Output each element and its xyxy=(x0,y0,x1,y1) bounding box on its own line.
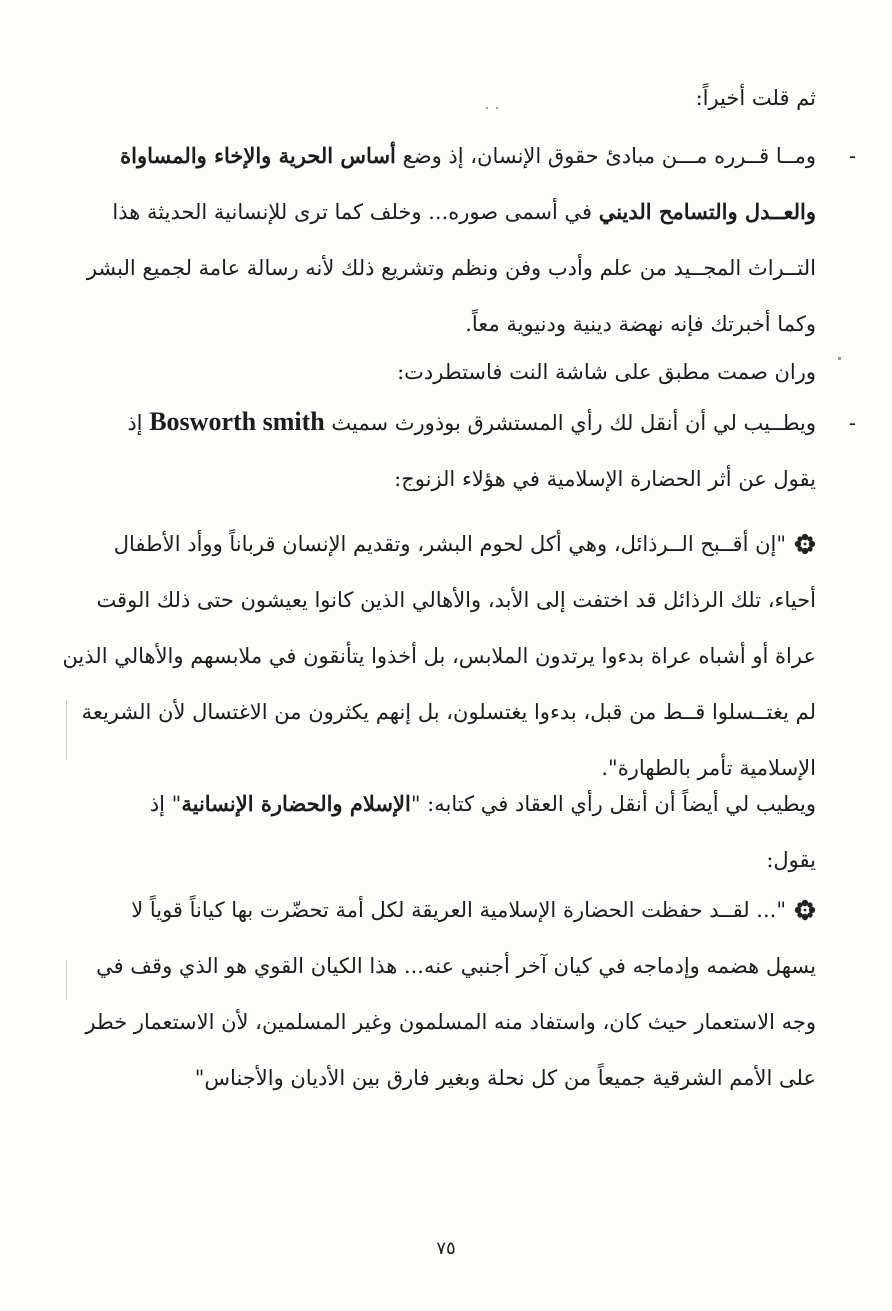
aqqad-line-1: ويطيب لي أيضاً أن أنقل رأي العقاد في كتابه: "الإسلام والحضارة الإنسانية" إذ xyxy=(149,791,816,816)
quote1-line-1: "إن أقــبح الــرذائل، وهي أكل لحوم البشر، وتقديم الإنسان قرباناً ووأد الأطفال xyxy=(116,516,816,572)
bosworth-paragraph xyxy=(116,394,856,507)
silence-paragraph xyxy=(116,344,816,400)
scan-speck xyxy=(496,107,498,109)
book-title: الإسلام والحضارة الإنسانية xyxy=(181,791,411,816)
quote1-line-5: الإسلامية تأمر بالطهارة". xyxy=(601,756,816,780)
aqqad-quote xyxy=(85,882,816,1106)
bosworth-line-1: -ويطــيب لي أن أنقل لك رأي المستشرق بوذورث سميث Bosworth smith إذ xyxy=(116,394,816,451)
scan-mark xyxy=(66,700,67,760)
quote2-line-4: على الأمم الشرقية جميعاً من كل نحلة وبغير فارق بين الأديان والأجناس" xyxy=(194,1066,816,1090)
bosworth-quote xyxy=(62,516,816,796)
bullet-dash: - xyxy=(848,411,856,435)
rights-line-2: والعــدل والتسامح الديني في أسمى صوره... وخلف كما ترى للإنسانية الحديثة هذا xyxy=(112,199,816,224)
rights-line-3: التــراث المجــيد من علم وأدب وفن ونظم وتشريع ذلك لأنه رسالة عامة لجميع البشر xyxy=(86,256,816,280)
quote2-line-2: يسهل هضمه وإدماجه في كيان آخر أجنبي عنه... هذا الكيان القوي هو الذي وقف في xyxy=(96,954,816,978)
aqqad-paragraph xyxy=(116,776,816,888)
quote1-line-3: عراة أو أشباه عراة بدءوا يرتدون الملابس، بل أخذوا يتأنقون في ملابسهم والأهالي الذين xyxy=(62,644,816,668)
bosworth-name: Bosworth smith xyxy=(149,407,325,436)
scan-speck xyxy=(838,357,841,360)
flower-ornament-icon xyxy=(794,899,816,921)
rights-line-4: وكما أخبرتك فإنه نهضة دينية ودنيوية معاً. xyxy=(465,312,816,336)
intro-line: ثم قلت أخيراً: xyxy=(695,86,816,110)
flower-ornament-icon xyxy=(794,533,816,555)
quote2-line-3: وجه الاستعمار حيث كان، واستفاد منه المسلمون وغير المسلمين، لأن الاستعمار خطر xyxy=(85,1010,816,1034)
silence-line: وران صمت مطبق على شاشة النت فاستطردت: xyxy=(397,360,816,384)
quote1-line-2: أحياء، تلك الرذائل قد اختفت إلى الأبد، والأهالي الذين كانوا يعيشون حتى ذلك الوقت xyxy=(96,588,816,612)
bosworth-line-2: يقول عن أثر الحضارة الإسلامية في هؤلاء الزنوج: xyxy=(394,467,816,491)
scan-mark xyxy=(66,960,67,1000)
scan-speck xyxy=(486,107,488,109)
quote1-line-4: لم يغتــسلوا قــط من قبل، بدءوا يغتسلون، بل إنهم يكثرون من الاغتسال لأن الشريعة xyxy=(81,700,816,724)
quote2-line-1: "... لقــد حفظت الحضارة الإسلامية العريقة لكل أمة تحضّرت بها كياناً قوياً لا xyxy=(116,882,816,938)
bullet-dash: - xyxy=(848,144,856,168)
page-number: ٧٥ xyxy=(436,1238,456,1259)
intro-paragraph xyxy=(116,70,816,126)
aqqad-line-2: يقول: xyxy=(766,848,816,872)
rights-line-1: -ومــا قــرره مـــن مبادئ حقوق الإنسان، إذ وضع أساس الحرية والإخاء والمساواة xyxy=(116,128,816,184)
rights-paragraph xyxy=(86,128,856,352)
